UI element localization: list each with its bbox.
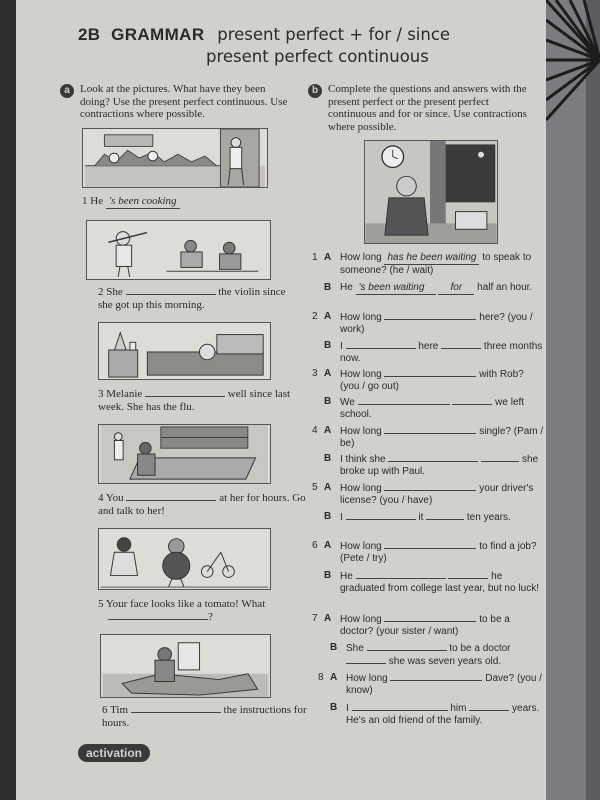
exercise-b-item-8-answer	[330, 702, 544, 727]
question-prefix: How long	[346, 673, 388, 684]
answer-blank[interactable]	[356, 570, 446, 579]
exercise-b-item-2-answer	[324, 340, 544, 365]
exercise-b-item-5	[312, 482, 544, 507]
picture-3-bed	[98, 322, 271, 380]
item-number: 5	[98, 598, 104, 610]
item-suffix: at her for hours. Go and talk to her!	[98, 492, 306, 517]
speaker-a: A	[330, 672, 338, 683]
kitchen-illustration	[83, 129, 267, 187]
exercise-b-item-7-answer	[330, 642, 544, 668]
answer-blank[interactable]	[384, 613, 476, 622]
answer-suffix: she broke up with Paul.	[340, 454, 539, 477]
question-suffix: single? (Pam / be)	[340, 426, 544, 449]
item-prefix: He	[90, 195, 104, 207]
exercise-illustration	[99, 529, 270, 589]
exercise-b-item-7	[312, 613, 544, 638]
item-number: 3	[98, 388, 104, 400]
phone-waiting-illustration	[365, 141, 497, 243]
topic-line-2: present perfect continuous	[206, 47, 429, 66]
item-prefix: You	[105, 492, 124, 504]
picture-5-exercise	[98, 528, 271, 590]
sunburst-decoration	[546, 0, 600, 160]
exercise-b-item-4	[312, 425, 544, 450]
speaker-b: B	[324, 396, 332, 407]
topic-line-1: present perfect + for / since	[217, 25, 451, 44]
question-suffix: to speak to someone? (he / wait)	[340, 252, 532, 276]
item-prefix: Your face looks like a tomato! What	[105, 598, 266, 610]
item-suffix: the violin since she got up this morning.	[98, 286, 286, 311]
answer-suffix: years. He's an old friend of the family.	[346, 703, 540, 726]
exercise-a-instructions: Look at the pictures. What have they been doing? Use the present perfect continuous. Use contractions where possible.	[80, 83, 288, 120]
answer-prefix: I	[340, 512, 343, 523]
worksheet-page	[16, 0, 546, 800]
picture-phone-wait	[364, 140, 498, 244]
exercise-b-item-6	[312, 540, 544, 565]
answer-prefix: We	[340, 397, 355, 408]
example-for-since: for	[438, 282, 474, 295]
speaker-a: A	[324, 252, 332, 263]
answer-suffix: she was seven years old.	[388, 656, 502, 667]
speaker-b: B	[324, 511, 332, 522]
section-title: GRAMMAR	[111, 25, 205, 44]
answer-middle: it	[418, 512, 424, 523]
speaker-a: A	[324, 540, 332, 551]
exercise-a-item-5	[98, 598, 298, 624]
exercise-b-item-3	[312, 368, 544, 393]
question-prefix: How long	[340, 541, 382, 552]
exercise-a-item-3	[98, 388, 298, 414]
answer-prefix: He	[340, 282, 353, 293]
answer-blank[interactable]	[126, 286, 216, 295]
answer-prefix: I think she	[340, 454, 386, 465]
library-illustration	[99, 425, 270, 483]
speaker-a: A	[324, 613, 332, 624]
answer-blank[interactable]	[469, 702, 509, 711]
question-prefix: How long	[340, 614, 382, 625]
answer-blank[interactable]	[145, 388, 225, 397]
answer-blank[interactable]	[390, 672, 482, 681]
answer-blank[interactable]	[131, 704, 221, 713]
item-prefix: She	[106, 286, 123, 298]
question-suffix: to be a doctor? (your sister / want)	[340, 614, 510, 637]
answer-suffix: he graduated from college last year, but no luck!	[340, 571, 540, 594]
exercise-b-item-5-answer	[324, 511, 544, 524]
exercise-b-item-1	[312, 252, 544, 277]
answer-middle: to be a doctor	[449, 643, 511, 654]
item-suffix: well since last week. She has the flu.	[98, 388, 291, 413]
item-number: 4	[98, 492, 104, 504]
answer-prefix: I	[346, 703, 349, 714]
answer-blank[interactable]	[448, 570, 488, 579]
assembly-illustration	[101, 635, 270, 697]
exercise-b-item-1-answer	[324, 282, 544, 295]
speaker-a: A	[324, 368, 332, 379]
activation-label: activation	[78, 744, 150, 762]
question-suffix: your driver's license? (you / have)	[340, 483, 534, 506]
exercise-a-item-6	[102, 704, 312, 730]
example-answer: 's been waiting	[356, 282, 436, 295]
exercise-b-badge: b	[308, 84, 322, 98]
speaker-b: B	[324, 340, 332, 351]
answer-blank[interactable]	[384, 368, 476, 377]
question-suffix: to find a job? (Pete / try)	[340, 541, 537, 564]
speaker-a: A	[324, 311, 332, 322]
speaker-b: B	[324, 282, 332, 293]
item-number: 1	[312, 252, 318, 263]
exercise-b-instructions: Complete the questions and answers with the present perfect or the present perfect continuous and for or since. Use contractions where possible.	[328, 83, 527, 133]
question-suffix: Dave? (you / know)	[346, 673, 542, 696]
exercise-a-item-4	[98, 492, 308, 518]
exercise-a-item-2	[98, 286, 298, 312]
answer-blank[interactable]	[352, 702, 448, 711]
answer-blank[interactable]	[346, 511, 416, 520]
speaker-a: A	[324, 425, 332, 436]
page-header	[78, 24, 451, 66]
question-prefix: How long	[340, 312, 382, 323]
answer-middle: him	[450, 703, 467, 714]
adjacent-page-edge	[546, 0, 600, 800]
item-number: 8	[318, 672, 324, 683]
item-number: 2	[98, 286, 104, 298]
speaker-b: B	[324, 570, 332, 581]
question-suffix: here? (you / work)	[340, 312, 533, 335]
item-suffix: ?	[208, 611, 213, 623]
sick-in-bed-illustration	[99, 323, 270, 379]
unit-code: 2B	[78, 25, 101, 44]
exercise-b-item-2	[312, 311, 544, 336]
answer-blank[interactable]	[452, 396, 492, 405]
answer-blank[interactable]	[346, 655, 386, 664]
answer-middle: here	[418, 341, 439, 352]
answer-blank[interactable]	[384, 425, 476, 434]
answer-blank[interactable]	[388, 453, 478, 462]
answer-blank[interactable]	[384, 311, 476, 320]
speaker-a: A	[324, 482, 332, 493]
question-prefix: How long	[340, 426, 382, 437]
answer-blank[interactable]	[441, 340, 481, 349]
exercise-b-item-3-answer	[324, 396, 544, 421]
exercise-b-item-8	[318, 672, 544, 697]
question-prefix: How long	[340, 483, 382, 494]
exercise-a-badge: a	[60, 84, 74, 98]
answer-blank[interactable]	[126, 492, 216, 501]
question-suffix: with Rob? (you / go out)	[340, 369, 524, 392]
picture-6-instructions	[100, 634, 271, 698]
answer-blank[interactable]	[367, 642, 447, 651]
item-suffix: the instructions for hours.	[102, 704, 307, 729]
picture-1-kitchen	[82, 128, 268, 188]
item-number: 3	[312, 368, 318, 379]
speaker-b: B	[324, 453, 332, 464]
answer-blank[interactable]	[481, 453, 519, 462]
item-number: 6	[102, 704, 108, 716]
item-number: 6	[312, 540, 318, 551]
item-prefix: Melanie	[106, 388, 143, 400]
answer-blank[interactable]	[108, 611, 208, 620]
exercise-b-item-6-answer	[324, 570, 544, 595]
item-number: 7	[312, 613, 318, 624]
example-question-answer: has he been waiting	[384, 252, 479, 265]
item-number: 5	[312, 482, 318, 493]
question-prefix: How long	[340, 252, 382, 263]
picture-2-violin	[86, 220, 271, 280]
item-number: 4	[312, 425, 318, 436]
answer-suffix: ten years.	[466, 512, 511, 523]
answer-prefix: She	[346, 643, 364, 654]
answer-blank[interactable]	[384, 482, 476, 491]
speaker-b: B	[330, 642, 338, 653]
violin-illustration	[87, 221, 270, 279]
answer-suffix: half an hour.	[477, 282, 533, 293]
question-prefix: How long	[340, 369, 382, 380]
answer-blank[interactable]	[426, 511, 464, 520]
answer-prefix: He	[340, 571, 353, 582]
answer-blank[interactable]	[384, 540, 476, 549]
item-number: 2	[312, 311, 318, 322]
exercise-b-item-4-answer	[324, 453, 544, 478]
answer-prefix: I	[340, 341, 343, 352]
answer-blank[interactable]	[358, 396, 450, 405]
answer-blank[interactable]	[346, 340, 416, 349]
answer-suffix: we left school.	[340, 397, 525, 420]
picture-4-library	[98, 424, 271, 484]
exercise-a-item-1	[82, 195, 282, 209]
item-number: 1	[82, 195, 88, 207]
answer-suffix: three months now.	[340, 341, 543, 364]
item-prefix: Tim	[110, 704, 129, 716]
speaker-b: B	[330, 702, 338, 713]
example-answer: 's been cooking	[106, 195, 180, 209]
